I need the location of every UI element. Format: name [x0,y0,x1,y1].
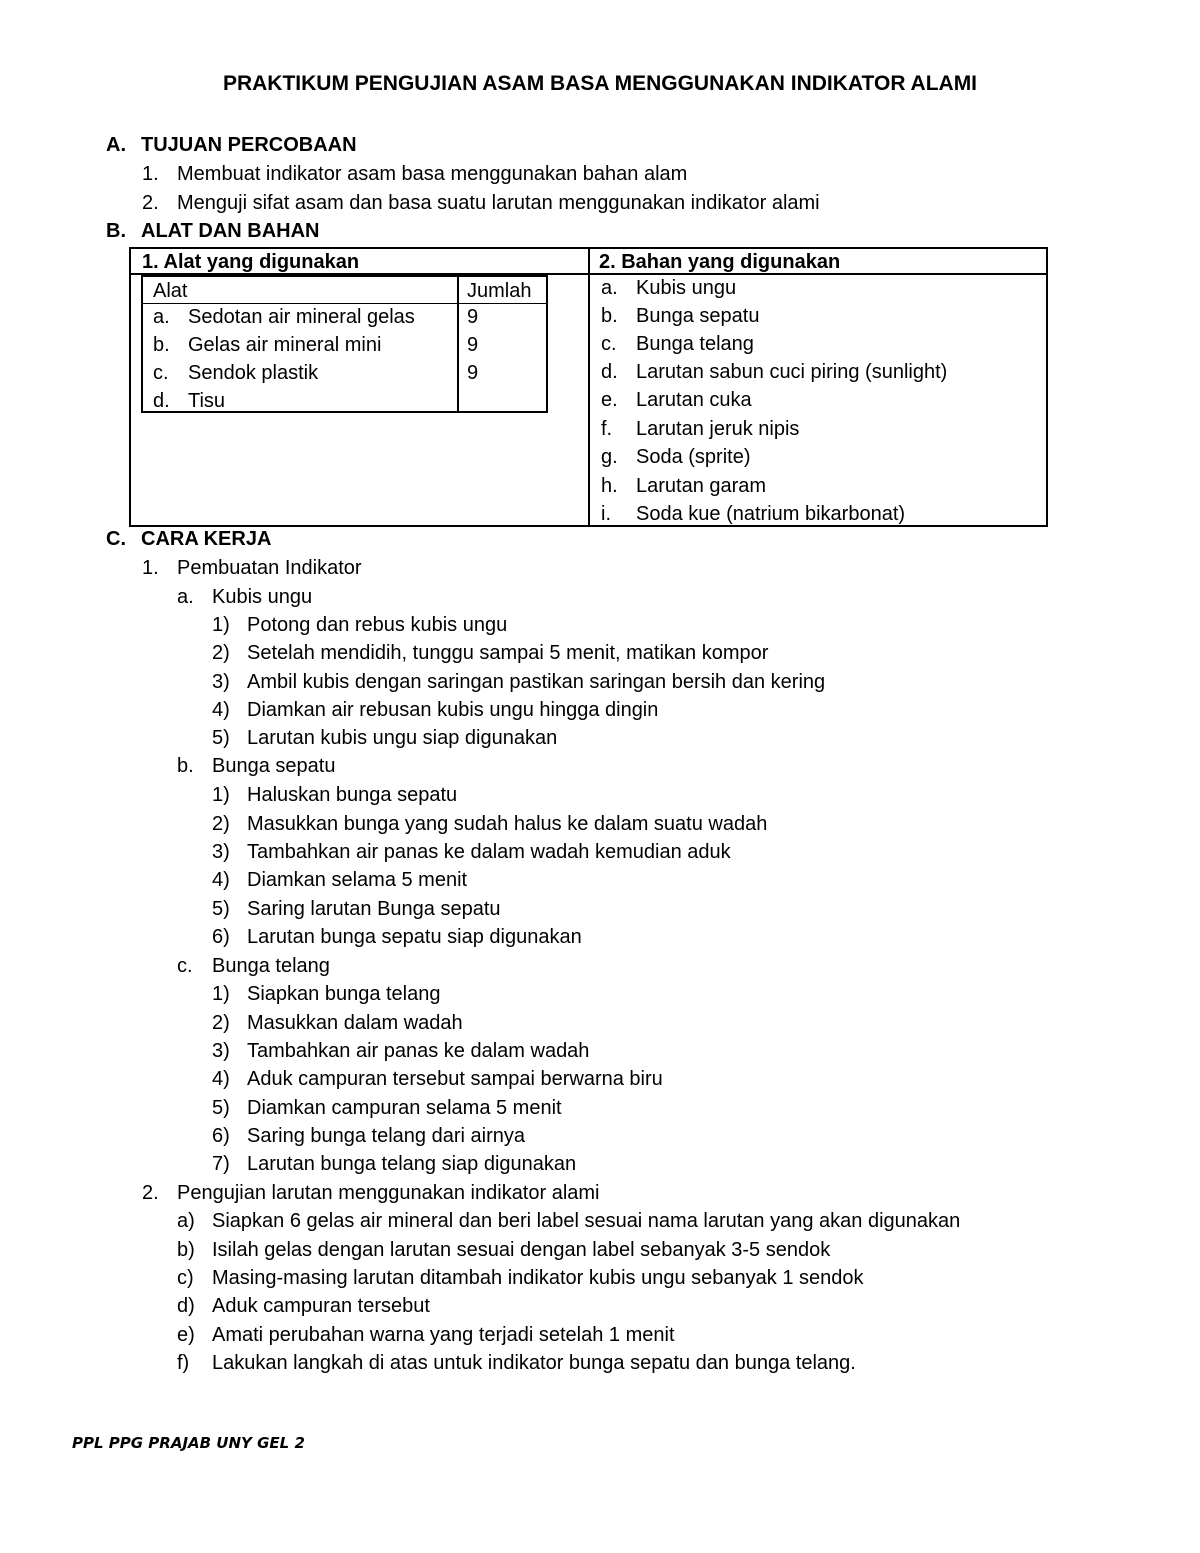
table-cell-jumlah: 9 [467,306,479,328]
column-header-jumlah: Jumlah [467,280,532,302]
section-c-title: CARA KERJA [141,528,272,550]
table-divider [588,249,590,525]
list-item: c. Bunga telang [601,333,754,355]
alat-heading: 1. Alat yang digunakan [142,251,360,273]
table-divider [457,277,459,411]
list-item: b. Bunga sepatu [601,305,760,327]
list-item: h. Larutan garam [601,475,767,497]
list-item: e. Larutan cuka [601,389,752,411]
table-cell-jumlah: 9 [467,362,479,384]
section-a-title: TUJUAN PERCOBAAN [141,134,357,156]
table-row: c. Sendok plastik [153,362,319,384]
document-page: PRAKTIKUM PENGUJIAN ASAM BASA MENGGUNAKAN INDIKATOR ALAMI A. TUJUAN PERCOBAAN 1. Membuat indikator asam basa menggunakan bahan alam 2. Menguji sifat asam dan basa suatu larutan menggunakan indikator alami B. ALAT DAN BAHAN 1. Alat yang digunakan 2. Bahan yang digunakan Alat Jumlah a. Sedotan air mineral gelas 9 b. Gelas air mineral mini 9 c. Sendok plastik 9 d. Tisu a. Kubis ungu b. Bunga sepatu c. Bunga telang d. Larutan sabun cuci piring (sunlight) e. Larutan cuka f. Larutan jeruk nipis g. Soda (sprite) h. Larutan garam i. Soda kue (natrium bikarbonat) C. CARA KERJA 1. Pembuatan Indikator a. Kubis ungu 1) Potong dan rebus kubis ungu 2) Setelah mendidih, tunggu sampai 5 menit, matikan kompor 3) Ambil kubis dengan saringan pastikan saringan bersih dan kering 4) Diamkan air rebusan kubis ungu hingga dingin 5) Larutan kubis ungu siap digunakan b. Bunga sepatu 1) Haluskan bunga sepatu 2) Masukkan bunga yang sudah halus ke dalam suatu wadah 3) Tambahkan air panas ke dalam wadah kemudian aduk 4) Diamkan selama 5 menit 5) Saring larutan Bunga sepatu 6) Larutan bunga sepatu siap digunakan c. Bunga telang 1) Siapkan bunga telang 2) Masukkan dalam wadah 3) Tambahkan air panas ke dalam wadah 4) Aduk campuran tersebut sampai berwarna biru 5) Diamkan campuran selama 5 menit 6) Saring bunga telang dari airnya 7) Larutan bunga telang siap digunakan 2. Pengujian larutan menggunakan indikator alami a) Siapkan 6 gelas air mineral dan beri label sesuai nama larutan yang akan digunakan b) Isilah gelas dengan larutan sesuai dengan label sebanyak 3-5 sendok c) Masing-masing larutan ditambah indikator kubis ungu sebanyak 1 sendok d) Aduk campuran tersebut e) Amati perubahan warna yang terjadi setelah 1 menit f) Lakukan langkah di atas untuk indikator bunga sepatu dan bunga telang. PPL PPG PRAJAB UNY GEL 2 [0,0,1200,1553]
table-row: d. Tisu [153,390,226,412]
column-header-alat: Alat [153,280,188,302]
list-item: i. Soda kue (natrium bikarbonat) [601,503,906,525]
alat-table [141,275,548,413]
list-item: f. Larutan jeruk nipis [601,418,800,440]
section-b-marker: B. [106,220,126,242]
section-a-marker: A. [106,134,126,156]
page-footer: PPL PPG PRAJAB UNY GEL 2 [72,1434,305,1452]
bahan-heading: 2. Bahan yang digunakan [599,251,841,273]
list-item: d. Larutan sabun cuci piring (sunlight) [601,361,948,383]
list-item: a. Kubis ungu [601,277,737,299]
table-row: b. Gelas air mineral mini [153,334,382,356]
table-cell-jumlah: 9 [467,334,479,356]
alat-bahan-table [129,247,1048,527]
table-row: a. Sedotan air mineral gelas [153,306,415,328]
section-b-title: ALAT DAN BAHAN [141,220,320,242]
section-c-marker: C. [106,528,126,550]
list-item: g. Soda (sprite) [601,446,751,468]
document-title: PRAKTIKUM PENGUJIAN ASAM BASA MENGGUNAKAN INDIKATOR ALAMI [222,72,978,95]
